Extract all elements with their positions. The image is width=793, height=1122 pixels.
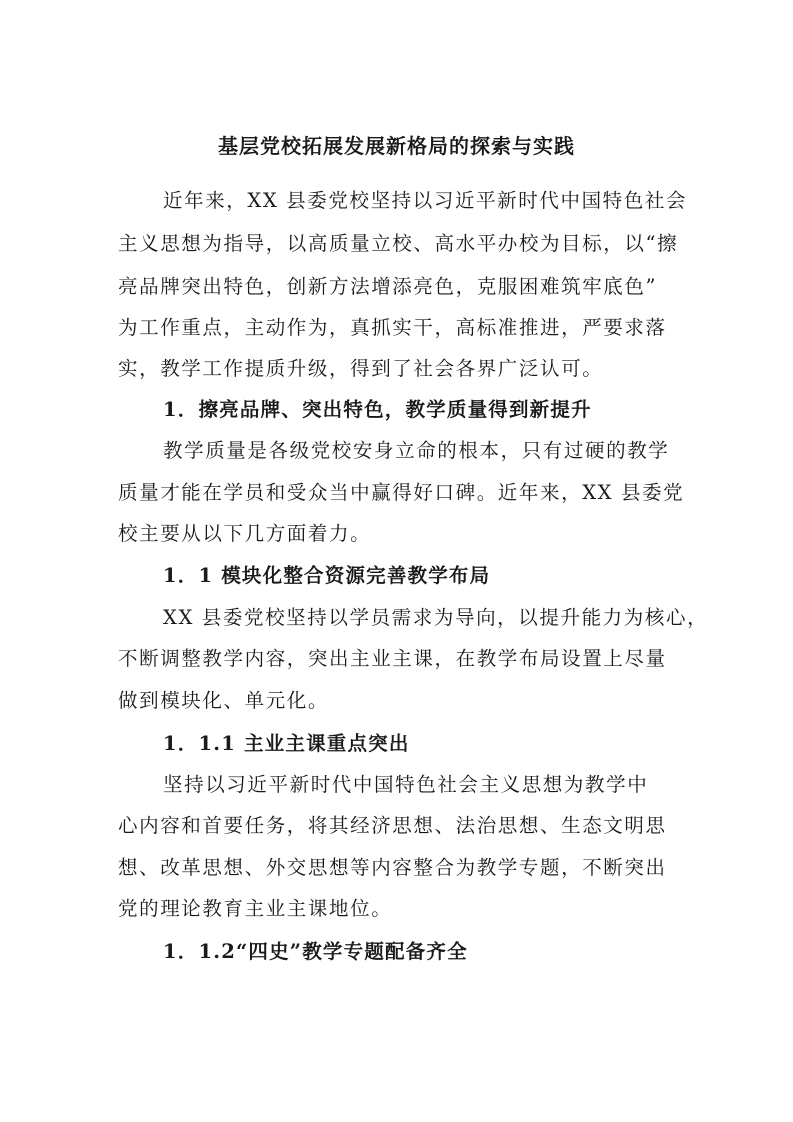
paragraph-line: XX 县委党校坚持以学员需求为导向，以提升能力为核心， bbox=[163, 606, 709, 629]
subsection-heading: 1．1 模块化整合资源完善教学布局 bbox=[163, 564, 491, 587]
paragraph-line: 亮品牌突出特色，创新方法增添亮色，克服困难筑牢底色” bbox=[118, 275, 658, 298]
section-heading: 1．擦亮品牌、突出特色，教学质量得到新提升 bbox=[163, 398, 592, 421]
paragraph-line: 党的理论教育主业主课地位。 bbox=[118, 897, 393, 920]
paragraph-line: 不断调整教学内容，突出主业主课，在教学布局设置上尽量 bbox=[118, 647, 667, 670]
paragraph-line: 想、改革思想、外交思想等内容整合为教学专题，不断突出 bbox=[118, 856, 667, 879]
subsubsection-heading: 1．1.2“四史”教学专题配备齐全 bbox=[163, 940, 468, 963]
paragraph-line: 心内容和首要任务，将其经济思想、法治思想、生态文明思 bbox=[118, 814, 667, 837]
paragraph-line: 校主要从以下几方面着力。 bbox=[118, 522, 372, 545]
paragraph-line: 近年来，XX 县委党校坚持以习近平新时代中国特色社会 bbox=[163, 189, 688, 212]
paragraph-line: 做到模块化、单元化。 bbox=[118, 689, 330, 712]
paragraph-line: 教学质量是各级党校安身立命的根本，只有过硬的教学 bbox=[163, 439, 670, 462]
paragraph-line: 质量才能在学员和受众当中赢得好口碑。近年来，XX 县委党 bbox=[118, 481, 685, 504]
paragraph-line: 实，教学工作提质升级，得到了社会各界广泛认可。 bbox=[118, 357, 604, 380]
paragraph-line: 坚持以习近平新时代中国特色社会主义思想为教学中 bbox=[163, 773, 649, 796]
document-title: 基层党校拓展发展新格局的探索与实践 bbox=[218, 134, 575, 158]
subsubsection-heading: 1．1.1 主业主课重点突出 bbox=[163, 732, 410, 755]
paragraph-line: 为工作重点，主动作为，真抓实干，高标准推进，严要求落 bbox=[118, 316, 667, 339]
paragraph-line: 主义思想为指导，以高质量立校、高水平办校为目标，以“擦 bbox=[118, 232, 679, 255]
